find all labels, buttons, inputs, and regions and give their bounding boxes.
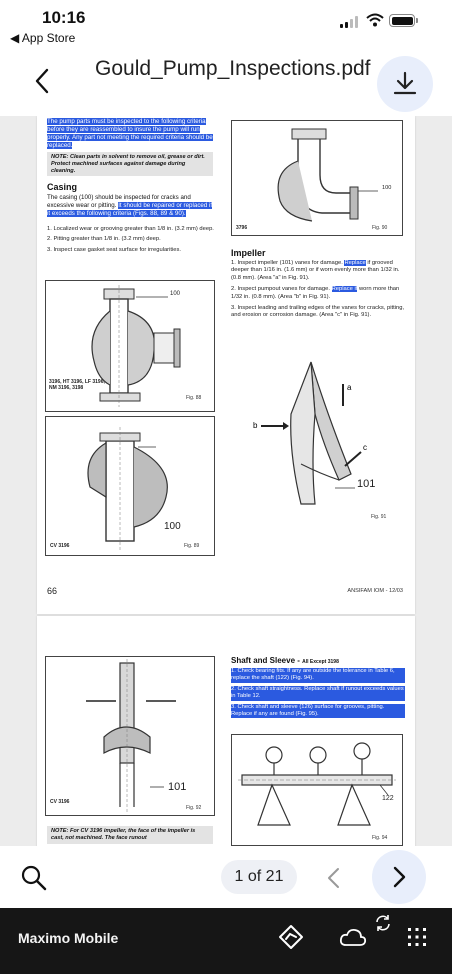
- impeller-criteria-list: [231, 260, 405, 320]
- pdf-viewer[interactable]: [0, 116, 452, 846]
- next-page-button[interactable]: [372, 850, 426, 904]
- cellular-signal-icon: [340, 16, 360, 28]
- app-switcher-button[interactable]: [402, 922, 432, 952]
- wifi-icon: [366, 13, 384, 27]
- figure-91: b a c 101 Fig. 91: [231, 354, 403, 526]
- list-item: 1. Inspect impeller (101) vanes for damage. Replace if grooved deeper than 1/16 in. (1.6 mm) or if worn evenly more than 1/32 in. (0.8 mm). (Area "a" in Fig. 91).: [231, 260, 400, 281]
- 3796-casing-drawing: [232, 121, 402, 235]
- cleaning-note: NOTE: Clean parts in solvent to remove oil, grease or dirt. Protect machined surfaces against damage during cleaning.: [47, 152, 213, 176]
- figure-89: 100 CV 3196 Fig. 89: [45, 416, 215, 556]
- list-item: 1. Localized wear or grooving greater than 1/8 in. (3.2 mm) deep.: [47, 226, 214, 232]
- casing-section-drawing: [46, 281, 214, 411]
- page-number: 66: [47, 586, 58, 596]
- figure-88: 100 3196, HT 3196, LF 3196, NM 3196, 3198 Fig. 88: [45, 280, 215, 412]
- app-name: Maximo Mobile: [18, 930, 119, 946]
- shaft-criteria-list: [231, 668, 405, 718]
- download-button[interactable]: [377, 56, 433, 112]
- casing-heading: Casing: [47, 182, 78, 192]
- casing-paragraph: The casing (100) should be inspected for cracks and excessive wear or pitting. It should be repaired or replaced if it exceeds the following criteria (Figs. 88, 89 & 90).: [47, 194, 213, 217]
- previous-page-icon[interactable]: [322, 864, 346, 892]
- pdf-page-67: [37, 616, 415, 846]
- list-item: 2. Inspect pumpout vanes for damage. Replace if worn more than 1/32 in. (0.8 mm). (Area "b" in Fig. 91).: [231, 286, 400, 300]
- list-item: 3. Check shaft and sleeve (126) surface for grooves, pitting. Replace if any are found (Fig. 95).: [231, 704, 405, 719]
- intro-paragraph: The pump parts must be inspected to the following criteria before they are reassembled to insure the pump will run properly. Any part not meeting the required criteria should be replaced.: [47, 118, 213, 149]
- back-to-app-store-link[interactable]: ◀ App Store: [10, 31, 76, 45]
- list-item: 2. Check shaft straightness. Replace shaft if runout exceeds values in Table 12.: [231, 685, 404, 700]
- battery-icon: [389, 14, 415, 27]
- svg-text:a: a: [347, 383, 352, 392]
- navigator-icon: [278, 924, 304, 950]
- status-time: 10:16: [42, 8, 86, 27]
- pdf-page-66: [37, 116, 415, 614]
- document-title: Gould_Pump_Inspections.pdf: [95, 57, 371, 80]
- download-icon: [392, 70, 418, 98]
- list-item: 1. Check bearing fits. If any are outside the tolerance in Table 6, replace the shaft (122) (Fig. 94).: [231, 668, 405, 683]
- chevron-right-icon: [388, 864, 410, 890]
- pdf-toolbar: [0, 846, 452, 908]
- list-item: 2. Pitting greater than 1/8 in. (3.2 mm) deep.: [47, 236, 161, 243]
- svg-text:c: c: [363, 443, 367, 452]
- shaft-sleeve-heading: Shaft and Sleeve - All Except 3198: [231, 656, 339, 665]
- figure-94: 122 Fig. 94: [231, 734, 403, 846]
- sync-button[interactable]: [372, 912, 394, 934]
- sync-icon: [374, 914, 392, 932]
- svg-text:b: b: [253, 421, 258, 430]
- shaft-runout-drawing: [232, 735, 402, 845]
- figure-92: 101 CV 3196 Fig. 92: [45, 656, 215, 816]
- cv-impeller-note: NOTE: For CV 3196 impeller, the face of the impeller is cast, not machined. The face runout: [47, 826, 213, 844]
- list-item: 3. Inspect leading and trailing edges of the vanes for cracks, pitting, and erosion or corrosion damage. (Area "c" in Fig. 91).: [231, 305, 405, 319]
- cloud-status-button[interactable]: [338, 922, 368, 952]
- back-chevron-icon[interactable]: [30, 66, 56, 96]
- impeller-heading: Impeller: [231, 248, 266, 258]
- app-bar: [0, 908, 452, 974]
- status-bar: [0, 0, 452, 48]
- figure-90: 100 3796 Fig. 90: [231, 120, 403, 236]
- cv-impeller-drawing: [46, 657, 214, 815]
- casing-criteria-list: [47, 226, 215, 254]
- impeller-drawing: [231, 354, 403, 526]
- page-indicator[interactable]: 1 of 21: [221, 860, 297, 894]
- app-grid-icon: [406, 926, 428, 948]
- list-item: 3. Inspect case gasket seat surface for irregularities.: [47, 246, 182, 253]
- search-icon[interactable]: [20, 864, 48, 892]
- cloud-icon: [339, 927, 367, 947]
- navigator-button[interactable]: [276, 922, 306, 952]
- document-header: [0, 48, 452, 116]
- cv-casing-drawing: [46, 417, 214, 555]
- page-footer: ANSIFAM IOM - 12/03: [347, 588, 403, 594]
